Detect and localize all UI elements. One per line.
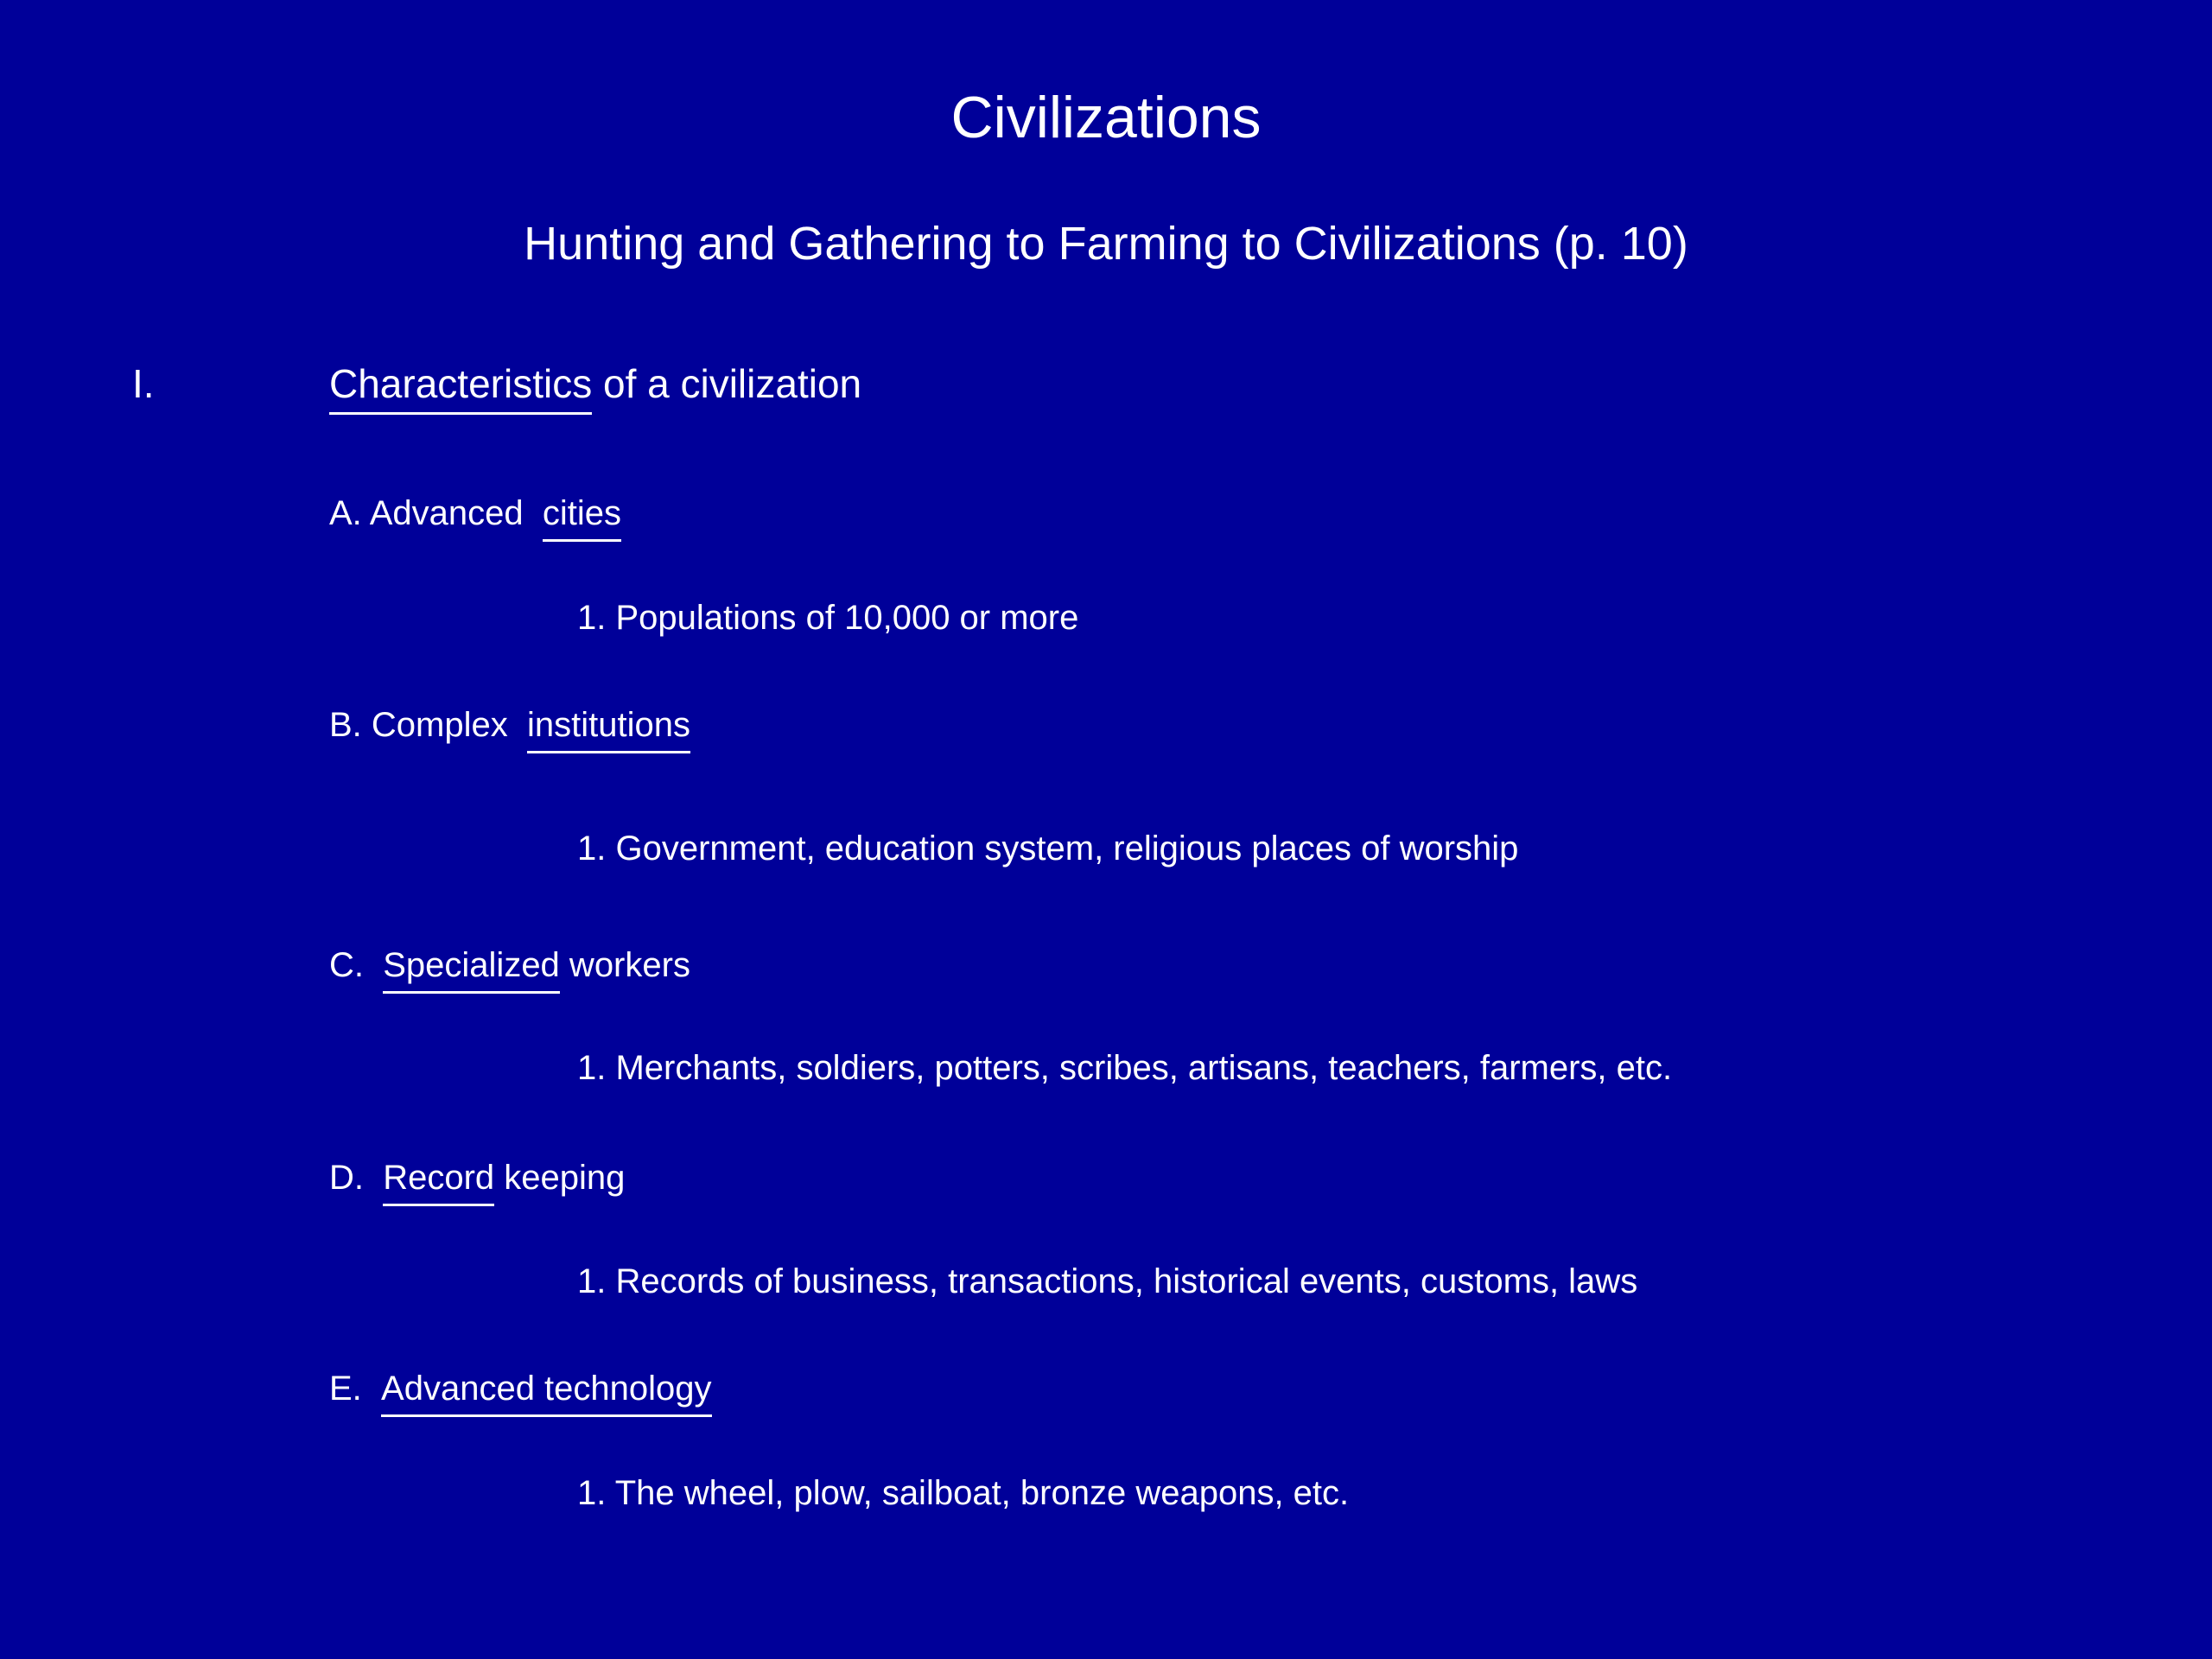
section-letter: A. Advanced [329, 494, 543, 532]
outline-heading [329, 361, 862, 415]
section-letter: B. Complex [329, 706, 527, 744]
section-underlined-term: Record [383, 1160, 494, 1206]
section-b [329, 708, 690, 753]
section-d [329, 1160, 625, 1206]
slide-title: Civilizations [950, 85, 1262, 150]
section-letter: D. [329, 1159, 384, 1197]
section-underlined-term: Specialized [383, 948, 560, 994]
heading-rest: of a civilization [592, 361, 862, 406]
section-b-point: 1. Government, education system, religious places of worship [577, 830, 1519, 868]
section-c [329, 948, 690, 994]
section-a-point: 1. Populations of 10,000 or more [577, 599, 1079, 637]
slide-subtitle: Hunting and Gathering to Farming to Civilizations (p. 10) [524, 218, 1688, 270]
section-e [329, 1371, 712, 1417]
section-underlined-term: Advanced technology [381, 1371, 712, 1417]
section-e-point: 1. The wheel, plow, sailboat, bronze weapons, etc. [577, 1474, 1350, 1512]
section-rest: keeping [494, 1159, 626, 1197]
section-c-point: 1. Merchants, soldiers, potters, scribes, artisans, teachers, farmers, etc. [577, 1049, 1673, 1087]
section-letter: E. [329, 1370, 382, 1408]
heading-underlined-term: Characteristics [329, 364, 592, 415]
section-a [329, 496, 621, 542]
section-underlined-term: institutions [527, 708, 690, 753]
section-rest: workers [559, 946, 690, 984]
section-letter: C. [329, 946, 384, 984]
outline-numeral: I. [132, 361, 155, 406]
section-underlined-term: cities [543, 496, 621, 542]
section-d-point: 1. Records of business, transactions, historical events, customs, laws [577, 1262, 1638, 1300]
